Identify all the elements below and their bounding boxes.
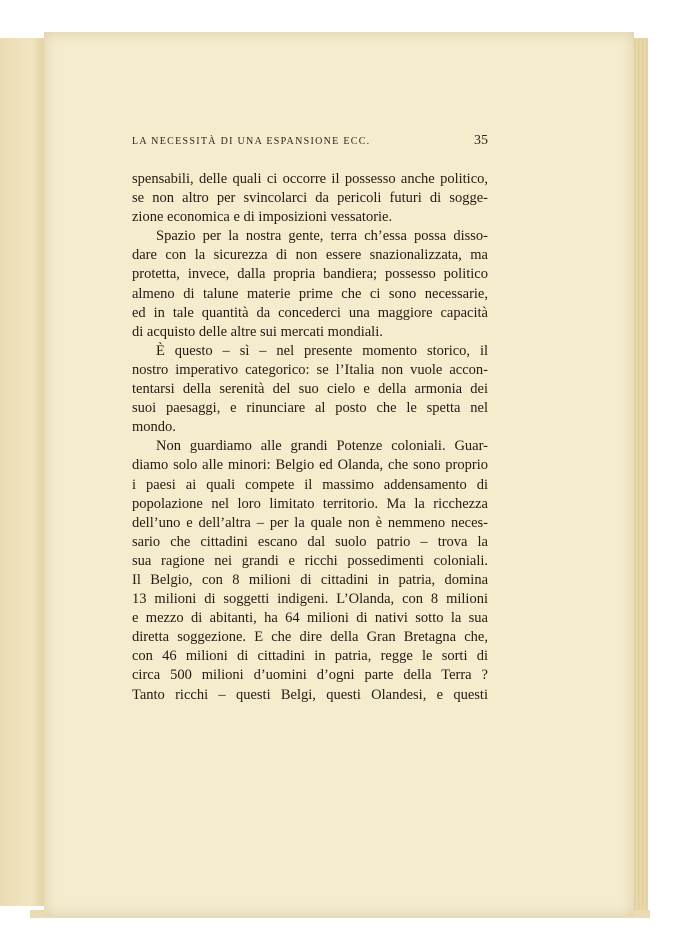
running-head [132, 133, 488, 149]
text-line: Non guardiamo alle grandi Potenze coloniali. Guar- [156, 438, 488, 455]
text-line: spensabili, delle quali ci occorre il possesso anche politico, [132, 171, 488, 187]
text-line: con 46 milioni di cittadini in patria, regge le sorti di [132, 648, 488, 665]
paragraph [132, 170, 488, 227]
text-line: e mezzo di abitanti, ha 64 milioni di nativi sotto la sua [132, 610, 488, 627]
paragraph [132, 342, 488, 437]
text-line: 13 milioni di soggetti indigeni. L’Olanda, con 8 milioni [132, 591, 488, 608]
text-line: dell’uno e dell’altra – per la quale non è nemmeno neces- [132, 514, 488, 531]
text-line: di acquisto delle altre sui mercati mondiali. [132, 323, 383, 340]
page-stack-edge [632, 38, 648, 918]
text-line: se non altro per svincolarci da pericoli futuri di sogge- [132, 190, 488, 207]
text-line: nostro imperativo categorico: se l’Italia non vuole accon- [132, 361, 488, 378]
text-line: i paesi ai quali compete il massimo addensamento di [132, 476, 488, 493]
text-line: circa 500 milioni d’uomini d’ogni parte della Terra ? [132, 667, 488, 684]
text-line: Spazio per la nostra gente, terra ch’essa possa disso- [156, 228, 488, 245]
text-line: suoi paesaggi, e rinunciare al posto che le spetta nel [132, 400, 488, 417]
paragraph [132, 437, 488, 704]
text-line: protetta, invece, dalla propria bandiera; possesso politico [132, 266, 488, 283]
text-line: diretta soggezione. E che dire della Gran Bretagna che, [132, 629, 488, 646]
text-line: almeno di talune materie prime che ci sono necessarie, [132, 285, 488, 302]
running-head-title: LA NECESSITÀ DI UNA ESPANSIONE ECC. [132, 136, 371, 147]
text-line: ed in tale quantità da concederci una maggiore capacità [132, 304, 488, 321]
text-line: sario che cittadini escano dal suolo patrio – trova la [132, 533, 488, 550]
text-line: zione economica e di imposizioni vessatorie. [132, 209, 393, 226]
text-line: Il Belgio, con 8 milioni di cittadini in patria, domina [132, 571, 488, 588]
body-text [132, 170, 488, 705]
text-line: È questo – sì – nel presente momento storico, il [156, 342, 488, 359]
text-line: dare con la sicurezza di non essere snazionalizzata, ma [132, 247, 488, 264]
left-page-edge [0, 38, 45, 906]
text-line: mondo. [132, 419, 176, 436]
text-line: popolazione nel loro limitato territorio. Ma la ricchezza [132, 495, 488, 512]
text-line: diamo solo alle minori: Belgio ed Olanda, che sono proprio [132, 457, 488, 474]
text-line: tentarsi della serenità del suo cielo e della armonia dei [132, 381, 488, 398]
text-line: Tanto ricchi – questi Belgi, questi Olandesi, e questi [132, 686, 488, 703]
text-line: sua ragione nei grandi e ricchi possedimenti coloniali. [132, 552, 488, 569]
page-number: 35 [474, 133, 488, 148]
paragraph [132, 227, 488, 342]
